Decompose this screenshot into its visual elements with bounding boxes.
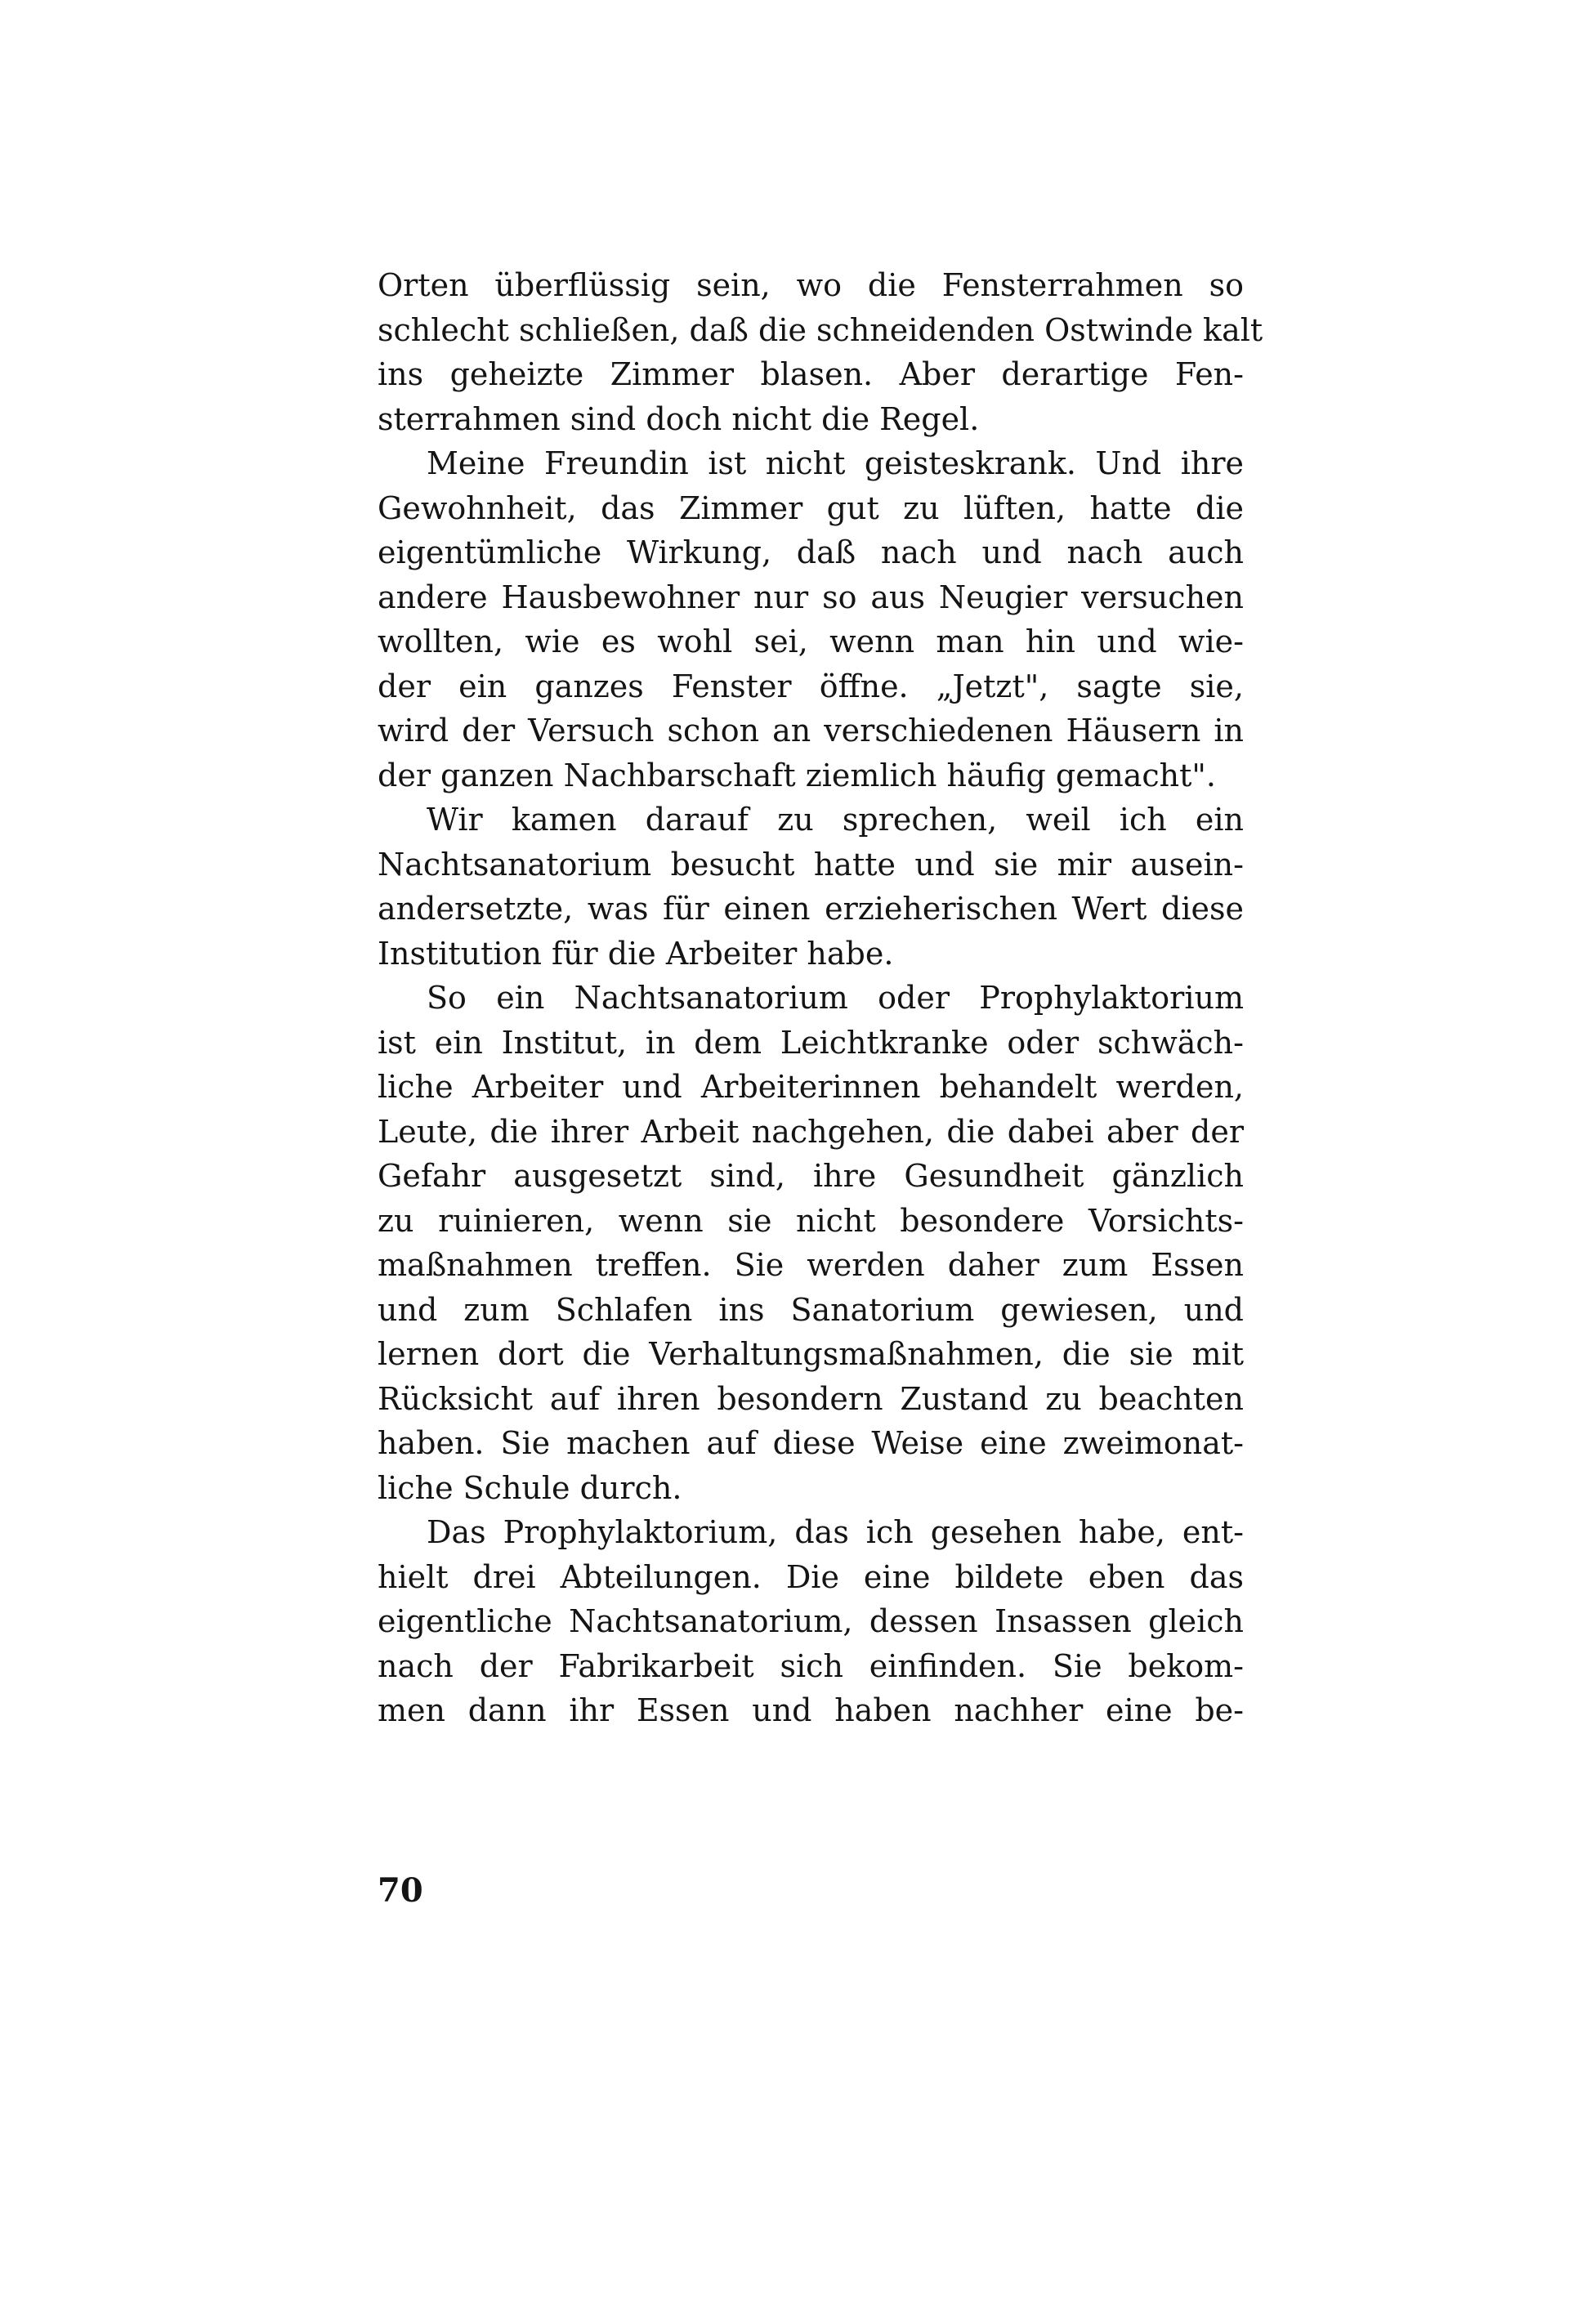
text-line: Rücksicht auf ihren besondern Zustand zu beachten [378, 1380, 1244, 1417]
text-line: zu ruinieren, wenn sie nicht besondere Vorsichts- [378, 1202, 1244, 1239]
text-line: Das Prophylaktorium, das ich gesehen habe, ent- [427, 1514, 1244, 1550]
text-line: Wir kamen darauf zu sprechen, weil ich ein [427, 802, 1244, 838]
text-line: hielt drei Abteilungen. Die eine bildete eben das [378, 1558, 1244, 1595]
page-number: 70 [378, 1871, 423, 1910]
text-line: Meine Freundin ist nicht geisteskrank. Und ihre [427, 445, 1244, 481]
text-line: andersetzte, was für einen erzieherischen Wert diese [378, 891, 1244, 927]
body-text [378, 263, 1263, 1733]
text-line: der ganzen Nachbarschaft ziemlich häufig gemacht". [378, 757, 1216, 793]
text-line: liche Schule durch. [378, 1469, 682, 1506]
text-line: Leute, die ihrer Arbeit nachgehen, die dabei aber der [378, 1113, 1244, 1150]
text-line: lernen dort die Verhaltungsmaßnahmen, die sie mit [378, 1336, 1244, 1372]
text-line: ist ein Institut, in dem Leichtkranke oder schwäch- [378, 1024, 1244, 1061]
text-line: Institution für die Arbeiter habe. [378, 935, 894, 972]
text-line: ins geheizte Zimmer blasen. Aber derartige Fen- [378, 356, 1244, 392]
text-line: eigentümliche Wirkung, daß nach und nach auch [378, 534, 1244, 570]
text-line: men dann ihr Essen und haben nachher eine be- [378, 1692, 1244, 1728]
text-line: sterrahmen sind doch nicht die Regel. [378, 400, 980, 437]
text-line: wird der Versuch schon an verschiedenen Häusern in [378, 713, 1244, 749]
text-line: haben. Sie machen auf diese Weise eine zweimonat- [378, 1425, 1244, 1461]
text-line: maßnahmen treffen. Sie werden daher zum Essen [378, 1247, 1244, 1283]
text-line: Gefahr ausgesetzt sind, ihre Gesundheit gänzlich [378, 1158, 1244, 1194]
text-line: So ein Nachtsanatorium oder Prophylaktorium [427, 980, 1244, 1016]
text-line: Gewohnheit, das Zimmer gut zu lüften, hatte die [378, 489, 1244, 526]
text-line: Nachtsanatorium besucht hatte und sie mir ausein- [378, 846, 1244, 883]
text-line: Orten überflüssig sein, wo die Fensterrahmen so [378, 267, 1244, 303]
text-line: liche Arbeiter und Arbeiterinnen behandelt werden, [378, 1069, 1244, 1105]
text-line: der ein ganzes Fenster öffne. „Jetzt", sagte sie, [378, 668, 1244, 704]
text-line: und zum Schlafen ins Sanatorium gewiesen, und [378, 1291, 1244, 1328]
text-line: wollten, wie es wohl sei, wenn man hin und wie- [378, 623, 1244, 659]
text-line: eigentliche Nachtsanatorium, dessen Insassen gleich [378, 1603, 1244, 1639]
text-line: nach der Fabrikarbeit sich einfinden. Sie bekom- [378, 1647, 1244, 1684]
text-line: andere Hausbewohner nur so aus Neugier versuchen [378, 579, 1244, 615]
text-line: schlecht schließen, daß die schneidenden Ostwinde kalt [378, 311, 1263, 348]
